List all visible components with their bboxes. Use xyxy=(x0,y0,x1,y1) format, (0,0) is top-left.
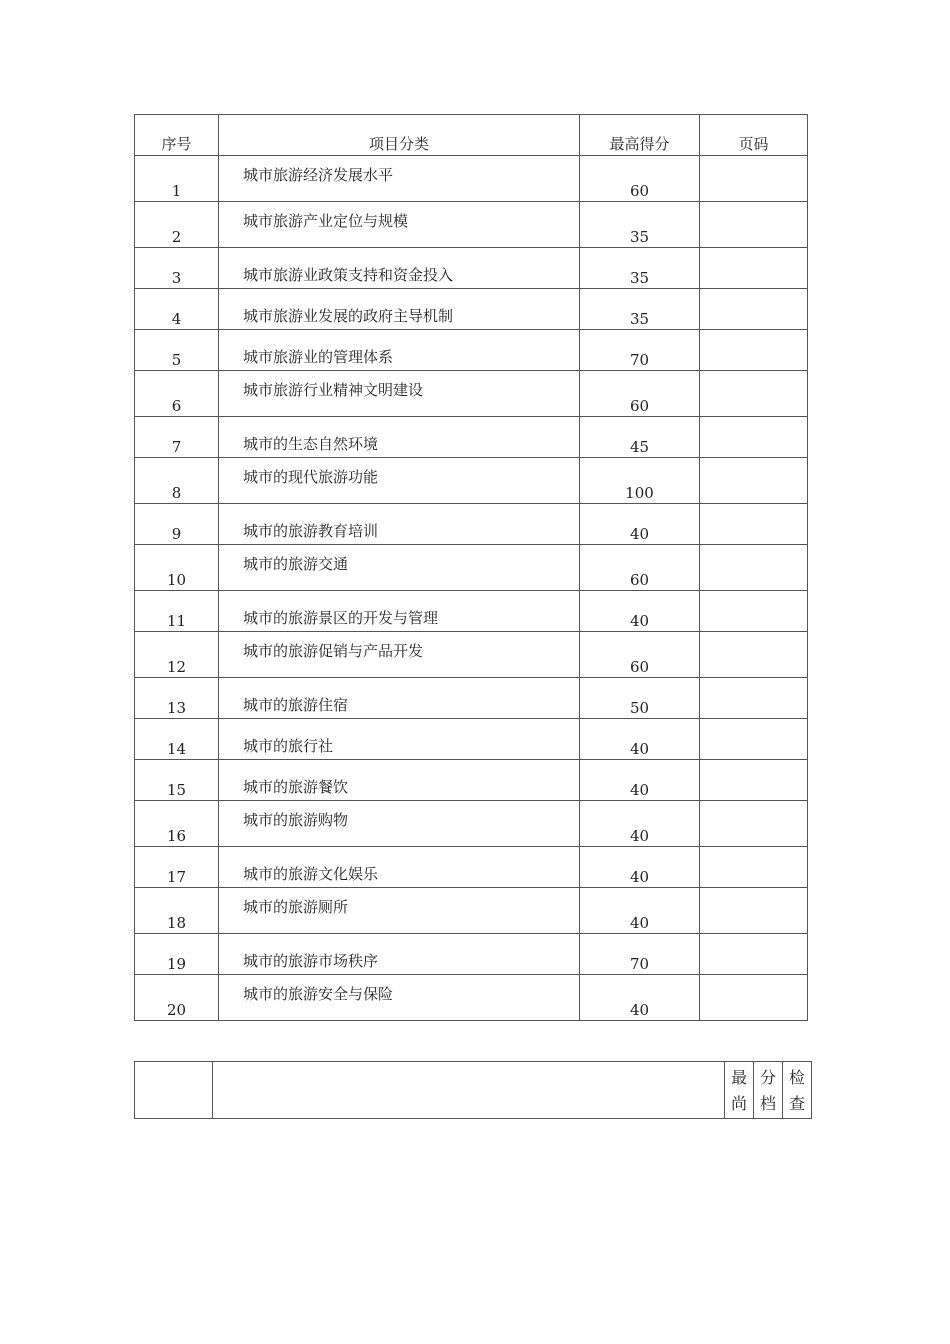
row-max-score: 60 xyxy=(580,545,700,591)
row-category: 城市的旅游住宿 xyxy=(219,678,580,719)
row-category: 城市的现代旅游功能 xyxy=(219,458,580,504)
row-page xyxy=(700,591,808,632)
second-table-cell-1 xyxy=(135,1062,213,1119)
table-row xyxy=(135,545,808,591)
table-row xyxy=(135,371,808,417)
row-max-score: 40 xyxy=(580,847,700,888)
second-table-cell-grade xyxy=(754,1062,783,1119)
table-row xyxy=(135,504,808,545)
row-page xyxy=(700,760,808,801)
row-number: 3 xyxy=(135,248,219,289)
row-category: 城市旅游行业精神文明建设 xyxy=(219,371,580,417)
table-row xyxy=(135,632,808,678)
row-category: 城市的旅游文化娱乐 xyxy=(219,847,580,888)
row-page xyxy=(700,504,808,545)
row-category: 城市旅游产业定位与规模 xyxy=(219,202,580,248)
table-row xyxy=(135,202,808,248)
row-page xyxy=(700,202,808,248)
row-number: 20 xyxy=(135,975,219,1021)
table-row xyxy=(135,934,808,975)
row-page xyxy=(700,632,808,678)
row-category: 城市旅游业的管理体系 xyxy=(219,330,580,371)
second-table-cell-check xyxy=(783,1062,812,1119)
row-max-score: 40 xyxy=(580,504,700,545)
row-page xyxy=(700,458,808,504)
table-row xyxy=(135,975,808,1021)
row-page xyxy=(700,888,808,934)
row-max-score: 35 xyxy=(580,202,700,248)
row-max-score: 50 xyxy=(580,678,700,719)
row-max-score: 35 xyxy=(580,289,700,330)
second-table xyxy=(134,1061,812,1119)
max-label: 最尚 xyxy=(731,1068,748,1113)
row-number: 14 xyxy=(135,719,219,760)
row-max-score: 40 xyxy=(580,760,700,801)
row-page xyxy=(700,289,808,330)
table-header-row xyxy=(135,115,808,156)
table-row xyxy=(135,760,808,801)
table-row xyxy=(135,248,808,289)
row-max-score: 45 xyxy=(580,417,700,458)
table-row xyxy=(135,289,808,330)
row-category: 城市的旅游促销与产品开发 xyxy=(219,632,580,678)
row-number: 5 xyxy=(135,330,219,371)
row-page xyxy=(700,248,808,289)
row-number: 16 xyxy=(135,801,219,847)
table-row xyxy=(135,888,808,934)
row-page xyxy=(700,975,808,1021)
row-number: 13 xyxy=(135,678,219,719)
row-max-score: 60 xyxy=(580,156,700,202)
header-page: 页码 xyxy=(700,115,808,156)
table-row xyxy=(135,591,808,632)
row-number: 9 xyxy=(135,504,219,545)
row-max-score: 40 xyxy=(580,888,700,934)
row-page xyxy=(700,417,808,458)
check-label: 检查 xyxy=(789,1068,806,1113)
row-max-score: 40 xyxy=(580,719,700,760)
row-page xyxy=(700,156,808,202)
row-number: 4 xyxy=(135,289,219,330)
row-max-score: 60 xyxy=(580,371,700,417)
row-category: 城市的旅游餐饮 xyxy=(219,760,580,801)
table-row xyxy=(135,847,808,888)
second-table-cell-2 xyxy=(213,1062,725,1119)
row-page xyxy=(700,371,808,417)
row-number: 18 xyxy=(135,888,219,934)
row-max-score: 60 xyxy=(580,632,700,678)
row-max-score: 40 xyxy=(580,801,700,847)
row-category: 城市的旅游交通 xyxy=(219,545,580,591)
table-row xyxy=(135,156,808,202)
row-number: 6 xyxy=(135,371,219,417)
row-number: 8 xyxy=(135,458,219,504)
row-max-score: 70 xyxy=(580,934,700,975)
row-number: 11 xyxy=(135,591,219,632)
row-max-score: 100 xyxy=(580,458,700,504)
row-number: 15 xyxy=(135,760,219,801)
header-no: 序号 xyxy=(135,115,219,156)
row-number: 1 xyxy=(135,156,219,202)
header-name: 项目分类 xyxy=(219,115,580,156)
row-category: 城市的旅游安全与保险 xyxy=(219,975,580,1021)
row-category: 城市的旅游景区的开发与管理 xyxy=(219,591,580,632)
row-category: 城市的旅游厕所 xyxy=(219,888,580,934)
row-category: 城市的旅行社 xyxy=(219,719,580,760)
table-row xyxy=(135,678,808,719)
row-number: 7 xyxy=(135,417,219,458)
row-max-score: 40 xyxy=(580,975,700,1021)
table-row xyxy=(135,417,808,458)
row-category: 城市的旅游教育培训 xyxy=(219,504,580,545)
grade-label: 分档 xyxy=(760,1068,777,1113)
row-page xyxy=(700,847,808,888)
row-number: 12 xyxy=(135,632,219,678)
row-category: 城市的旅游市场秩序 xyxy=(219,934,580,975)
row-page xyxy=(700,801,808,847)
row-page xyxy=(700,678,808,719)
row-max-score: 35 xyxy=(580,248,700,289)
table-row xyxy=(135,330,808,371)
second-table-row xyxy=(135,1062,812,1119)
row-page xyxy=(700,719,808,760)
table-row xyxy=(135,458,808,504)
row-category: 城市的生态自然环境 xyxy=(219,417,580,458)
score-table xyxy=(134,114,808,1021)
row-category: 城市旅游经济发展水平 xyxy=(219,156,580,202)
row-number: 19 xyxy=(135,934,219,975)
row-category: 城市旅游业政策支持和资金投入 xyxy=(219,248,580,289)
second-table-cell-max xyxy=(725,1062,754,1119)
row-number: 17 xyxy=(135,847,219,888)
header-score: 最高得分 xyxy=(580,115,700,156)
row-category: 城市的旅游购物 xyxy=(219,801,580,847)
row-max-score: 40 xyxy=(580,591,700,632)
row-number: 2 xyxy=(135,202,219,248)
row-page xyxy=(700,330,808,371)
row-page xyxy=(700,934,808,975)
row-max-score: 70 xyxy=(580,330,700,371)
table-row xyxy=(135,719,808,760)
row-number: 10 xyxy=(135,545,219,591)
table-row xyxy=(135,801,808,847)
row-page xyxy=(700,545,808,591)
row-category: 城市旅游业发展的政府主导机制 xyxy=(219,289,580,330)
